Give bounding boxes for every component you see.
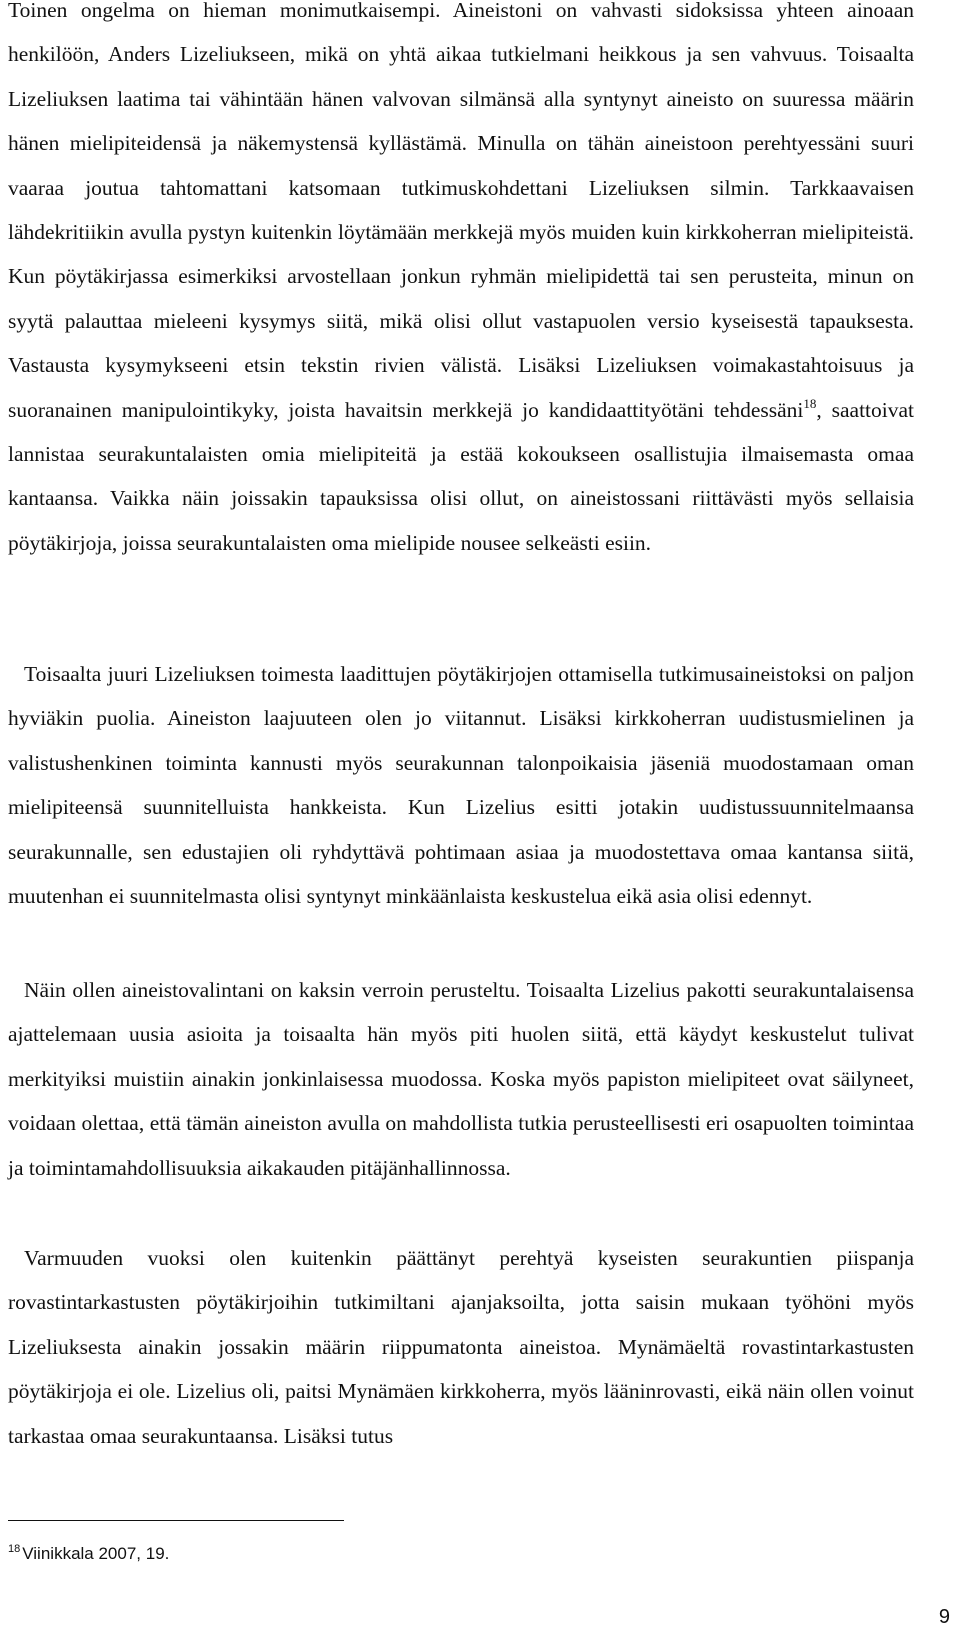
footnote-number: 18 — [8, 1543, 21, 1555]
paragraph-4: Varmuuden vuoksi olen kuitenkin päättänyt perehtyä kyseisten seurakuntien piispanja rovastintarkastusten pöytäkirjoihin tutkimiltani ajanjaksoilta, jotta saisin mukaan työhöni myös Lizeliuksesta ainakin jossakin määrin riippumatonta aineistoa. Mynämäeltä rovastintarkastusten pöytäkirjoja ei ole. Lizelius oli, paitsi Mynämäen kirkkoherra, myös lääninrovasti, eikä näin ollen voinut tarkastaa omaa seurakuntaansa. Lisäksi tutus — [8, 1246, 914, 1448]
footnote-text: Viinikkala 2007, 19. — [22, 1544, 170, 1563]
paragraph-3: Näin ollen aineistovalintani on kaksin verroin perusteltu. Toisaalta Lizelius pakotti seurakuntalaisensa ajattelemaan uusia asioita ja toisaalta hän myös piti huolen siitä, että käydyt keskustelut tulivat merkityiksi muistiin ainakin jonkinlaisessa muodossa. Koska myös papiston mielipiteet ovat säilyneet, voidaan olettaa, että tämän aineiston avulla on mahdollista tutkia perusteellisesti eri osapuolten toimintaa ja toimintamahdollisuuksia aikakauden pitäjänhallinnossa. — [8, 978, 914, 1180]
footnote-separator — [8, 1520, 344, 1521]
footnote — [8, 1544, 169, 1564]
paragraph-1 — [8, 0, 914, 565]
paragraph-2: Toisaalta juuri Lizeliuksen toimesta laadittujen pöytäkirjojen ottamisella tutkimusaineistoksi on paljon hyviäkin puolia. Aineiston laajuuteen olen jo viitannut. Lisäksi kirkkoherran uudistusmielinen ja valistushenkinen toiminta kannusti myös seurakunnan talonpoikaisia jäseniä muodostamaan oman mielipiteensä suunnitelluista hankkeista. Kun Lizelius esitti jotakin uudistussuunnitelmaansa seurakunnalle, sen edustajien oli ryhdyttävä pohtimaan asiaa ja muodostettava omaa kantansa siitä, muutenhan ei suunnitelmasta olisi syntynyt minkäänlaista keskustelua eikä asia olisi edennyt. — [8, 662, 914, 909]
footnote-reference: 18 — [803, 395, 817, 411]
paragraph-1-text-b: , saattoivat lannistaa seurakuntalaisten omia mielipiteitä ja estää kokoukseen osallistujia ilmaisemasta omaa kantaansa. Vaikka näin joissakin tapauksissa olisi ollut, on aineistossani riittävästi myös sellaisia pöytäkirjoja, joissa seurakuntalaisten oma mielipide nousee selkeästi esiin. — [8, 397, 915, 555]
paragraph-1-text-a: Toinen ongelma on hieman monimutkaisempi. Aineistoni on vahvasti sidoksissa yhteen ainoaan henkilöön, Anders Lizeliukseen, mikä on yhtä aikaa tutkielmani heikkous ja sen vahvuus. Toisaalta Lizeliuksen laatima tai vähintään hänen valvovan silmänsä alla syntynyt aineisto on suuressa määrin hänen mielipiteidensä ja näkemystensä kyllästämä. Minulla on tähän aineistoon perehtyessäni suuri vaaraa joutua tahtomattani katsomaan tutkimuskohdettani Lizeliuksen silmin. Tarkkaavaisen lähdekritiikin avulla pystyn kuitenkin löytämään merkkejä myös muiden kuin kirkkoherran mielipiteistä. Kun pöytäkirjassa esimerkiksi arvostellaan jonkun ryhmän mielipidettä tai sen perusteita, minun on syytä palauttaa mieleeni kysymys siitä, mikä olisi ollut vastapuolen versio kyseisestä tapauksesta. Vastausta kysymykseeni etsin tekstin rivien välistä. Lisäksi Lizeliuksen voimakastahtoisuus ja suoranainen manipulointikyky, joista havaitsin merkkejä jo kandidaattityötäni tehdessäni — [8, 0, 914, 422]
page-number: 9 — [938, 1606, 950, 1628]
